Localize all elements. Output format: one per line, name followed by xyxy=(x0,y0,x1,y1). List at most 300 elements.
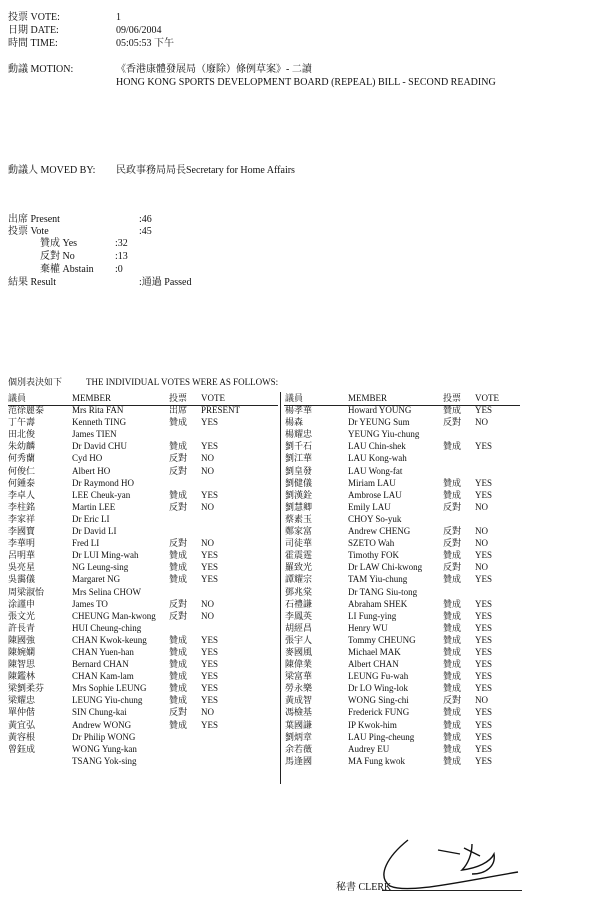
vote-en: YES xyxy=(475,659,493,670)
abstain-label: 棄權 Abstain xyxy=(40,264,94,275)
vote-zh: 贊成 xyxy=(169,659,188,670)
member-name-en: HUI Cheung-ching xyxy=(72,622,142,633)
member-name-zh: 司徒華 xyxy=(285,538,313,549)
vote-en: YES xyxy=(475,574,493,585)
vote-zh: 反對 xyxy=(443,501,462,512)
table-row xyxy=(8,538,278,550)
vote-en: YES xyxy=(475,441,493,452)
member-name-zh: 陳鑑林 xyxy=(8,671,36,682)
result-value: :通過 Passed xyxy=(139,277,192,288)
vote-zh: 贊成 xyxy=(443,683,462,694)
member-name-zh: 黃成智 xyxy=(285,695,313,706)
member-name-zh: 陳智思 xyxy=(8,659,36,670)
abstain-value: :0 xyxy=(115,264,123,275)
member-name-en: LAU Chin-shek xyxy=(348,441,406,452)
member-name-zh: 朱幼麟 xyxy=(8,441,36,452)
member-name-en: WONG Yung-kan xyxy=(72,743,137,754)
vote-en: YES xyxy=(475,477,493,488)
motion-title-zh: 《香港康體發展局（廢除）條例草案》- 二讀 xyxy=(116,64,312,75)
member-name-zh: 田北俊 xyxy=(8,429,36,440)
vote-zh: 贊成 xyxy=(169,695,188,706)
column-divider xyxy=(280,392,281,784)
table-row xyxy=(285,683,521,695)
member-name-zh: 呂明華 xyxy=(8,550,36,561)
vote-en: YES xyxy=(475,743,493,754)
vote-en: YES xyxy=(475,731,493,742)
vote-zh: 反對 xyxy=(169,707,188,718)
member-name-zh: 勞永樂 xyxy=(285,683,313,694)
table-row xyxy=(8,526,278,538)
member-name-en: Dr LO Wing-lok xyxy=(348,683,408,694)
member-name-en: CHAN Kwok-keung xyxy=(72,634,147,645)
member-name-zh: 劉慧卿 xyxy=(285,501,313,512)
member-name-en: Audrey EU xyxy=(348,743,390,754)
member-name-en: Dr David CHU xyxy=(72,441,127,452)
member-name-en: NG Leung-sing xyxy=(72,562,129,573)
member-name-en: IP Kwok-him xyxy=(348,719,397,730)
member-name-en: Margaret NG xyxy=(72,574,121,585)
table-row xyxy=(8,405,278,417)
vote-en: NO xyxy=(475,417,488,428)
table-row xyxy=(285,429,521,441)
vote-en: YES xyxy=(201,417,219,428)
vote-number-label: 投票 VOTE: xyxy=(8,12,60,23)
table-row xyxy=(285,744,521,756)
vote-en: YES xyxy=(201,671,219,682)
motion-title-en: HONG KONG SPORTS DEVELOPMENT BOARD (REPEAL) BILL - SECOND READING xyxy=(116,77,496,88)
vote-zh-header: 投票 xyxy=(443,393,462,403)
member-name-en: LI Fung-ying xyxy=(348,610,397,621)
vote-zh: 贊成 xyxy=(443,707,462,718)
vote-zh: 贊成 xyxy=(169,562,188,573)
vote-zh: 贊成 xyxy=(443,659,462,670)
member-name-zh: 楊孝華 xyxy=(285,405,313,416)
table-row xyxy=(8,623,278,635)
member-name-en: YEUNG Yiu-chung xyxy=(348,429,420,440)
member-name-zh: 何俊仁 xyxy=(8,465,36,476)
table-row xyxy=(285,405,521,417)
right-table-header xyxy=(285,393,521,405)
member-name-zh: 周梁淑怡 xyxy=(8,586,45,597)
table-row xyxy=(285,574,521,586)
table-row xyxy=(8,478,278,490)
member-name-en: Emily LAU xyxy=(348,501,391,512)
table-row xyxy=(8,599,278,611)
member-name-en: Henry WU xyxy=(348,622,388,633)
vote-en: NO xyxy=(475,538,488,549)
left-votes-table xyxy=(8,393,278,768)
table-row xyxy=(285,502,521,514)
member-name-en: Miriam LAU xyxy=(348,477,396,488)
table-row xyxy=(285,635,521,647)
vote-zh: 反對 xyxy=(443,562,462,573)
vote-en: YES xyxy=(201,441,219,452)
vote-zh: 反對 xyxy=(169,538,188,549)
table-row xyxy=(285,587,521,599)
member-name-zh: 劉皇發 xyxy=(285,465,313,476)
member-name-en: Albert HO xyxy=(72,465,111,476)
table-row xyxy=(8,466,278,478)
vote-zh: 贊成 xyxy=(169,441,188,452)
member-name-zh: 李華明 xyxy=(8,538,36,549)
member-name-zh: 黃宜弘 xyxy=(8,719,36,730)
vote-zh: 贊成 xyxy=(443,550,462,561)
right-table-body xyxy=(285,405,521,768)
present-label: 出席 Present xyxy=(8,214,60,225)
member-name-zh: 梁耀忠 xyxy=(8,695,36,706)
member-name-en: Dr TANG Siu-tong xyxy=(348,586,418,597)
member-name-zh: 楊耀忠 xyxy=(285,429,313,440)
member-name-en: Albert CHAN xyxy=(348,659,399,670)
vote-en: YES xyxy=(201,659,219,670)
vote-zh: 贊成 xyxy=(443,743,462,754)
member-name-zh: 楊森 xyxy=(285,417,304,428)
vote-zh: 贊成 xyxy=(443,489,462,500)
time-value: 05:05:53 下午 xyxy=(116,38,175,49)
vote-zh: 贊成 xyxy=(443,574,462,585)
member-name-zh: 黃容根 xyxy=(8,731,36,742)
vote-zh: 贊成 xyxy=(443,405,462,416)
member-name-en: Tommy CHEUNG xyxy=(348,634,416,645)
member-name-zh: 劉漢銓 xyxy=(285,489,313,500)
member-name-en: Dr LUI Ming-wah xyxy=(72,550,139,561)
member-name-en: Bernard CHAN xyxy=(72,659,129,670)
member-name-zh: 吳靄儀 xyxy=(8,574,36,585)
member-zh-header: 議員 xyxy=(285,393,304,403)
member-name-zh: 何秀蘭 xyxy=(8,453,36,464)
table-row xyxy=(8,756,278,768)
member-en-header: MEMBER xyxy=(348,393,388,403)
vote-zh: 贊成 xyxy=(169,671,188,682)
vote-zh: 反對 xyxy=(443,695,462,706)
table-row xyxy=(8,683,278,695)
table-row xyxy=(8,732,278,744)
member-name-zh: 葉國謙 xyxy=(285,719,313,730)
yes-label: 贊成 Yes xyxy=(40,238,78,249)
vote-zh: 反對 xyxy=(169,610,188,621)
table-row xyxy=(8,453,278,465)
vote-zh: 贊成 xyxy=(443,646,462,657)
member-name-zh: 鄭家富 xyxy=(285,526,313,537)
member-name-en: Dr David LI xyxy=(72,526,117,537)
vote-en: NO xyxy=(201,501,214,512)
no-label: 反對 No xyxy=(40,251,75,262)
member-name-zh: 馬逢國 xyxy=(285,755,313,766)
table-row xyxy=(285,732,521,744)
member-name-en: LEUNG Fu-wah xyxy=(348,671,409,682)
table-row xyxy=(285,478,521,490)
vote-zh: 贊成 xyxy=(169,683,188,694)
vote-zh: 贊成 xyxy=(169,489,188,500)
vote-en: PRESENT xyxy=(201,405,241,416)
vote-zh: 反對 xyxy=(169,598,188,609)
member-name-zh: 鄧兆棠 xyxy=(285,586,313,597)
table-row xyxy=(285,526,521,538)
table-row xyxy=(285,756,521,768)
member-name-en: SZETO Wah xyxy=(348,538,395,549)
member-name-zh: 麥國風 xyxy=(285,646,313,657)
member-name-en: Howard YOUNG xyxy=(348,405,412,416)
table-row xyxy=(8,490,278,502)
table-row xyxy=(285,550,521,562)
member-name-zh: 丁午壽 xyxy=(8,417,36,428)
table-row xyxy=(285,538,521,550)
member-name-zh: 李國寶 xyxy=(8,526,36,537)
member-name-en: Mrs Rita FAN xyxy=(72,405,124,416)
vote-en: YES xyxy=(475,489,493,500)
member-name-zh: 劉健儀 xyxy=(285,477,313,488)
vote-en: NO xyxy=(201,707,214,718)
member-name-en: LAU Wong-fat xyxy=(348,465,403,476)
member-name-en: CHAN Kam-lam xyxy=(72,671,134,682)
result-label: 結果 Result xyxy=(8,277,57,288)
table-row xyxy=(285,453,521,465)
vote-en: YES xyxy=(475,550,493,561)
member-name-zh: 劉千石 xyxy=(285,441,313,452)
right-votes-table xyxy=(285,393,521,768)
member-name-en: Andrew CHENG xyxy=(348,526,411,537)
date-label: 日期 DATE: xyxy=(8,25,59,36)
vote-en: YES xyxy=(475,610,493,621)
member-name-zh: 余若薇 xyxy=(285,743,313,754)
table-row xyxy=(285,659,521,671)
table-row xyxy=(8,671,278,683)
member-name-zh: 馮檢基 xyxy=(285,707,313,718)
member-name-zh: 羅致光 xyxy=(285,562,313,573)
member-name-en: Martin LEE xyxy=(72,501,116,512)
table-row xyxy=(8,514,278,526)
table-row xyxy=(285,562,521,574)
table-row xyxy=(285,671,521,683)
member-name-en: Dr Eric LI xyxy=(72,513,110,524)
table-row xyxy=(8,562,278,574)
date-value: 09/06/2004 xyxy=(116,25,162,36)
member-name-zh: 石禮謙 xyxy=(285,598,313,609)
member-name-en: Ambrose LAU xyxy=(348,489,402,500)
member-name-en: CHEUNG Man-kwong xyxy=(72,610,156,621)
member-name-en: Michael MAK xyxy=(348,646,401,657)
moved-by-value: 民政事務局局長Secretary for Home Affairs xyxy=(116,165,295,176)
table-row xyxy=(8,744,278,756)
vote-en: YES xyxy=(201,695,219,706)
vote-zh: 反對 xyxy=(169,465,188,476)
table-row xyxy=(8,659,278,671)
member-name-zh: 張宇人 xyxy=(285,634,313,645)
vote-en: NO xyxy=(201,538,214,549)
vote-en: YES xyxy=(475,634,493,645)
vote-zh: 反對 xyxy=(443,538,462,549)
member-name-zh: 單仲偕 xyxy=(8,707,36,718)
member-name-zh: 曾鈺成 xyxy=(8,743,36,754)
vote-en: YES xyxy=(475,598,493,609)
vote-en: YES xyxy=(201,683,219,694)
vote-zh: 贊成 xyxy=(443,622,462,633)
member-name-en: LEE Cheuk-yan xyxy=(72,489,131,500)
vote-zh: 贊成 xyxy=(169,574,188,585)
vote-en: YES xyxy=(201,489,219,500)
member-name-en: Mrs Selina CHOW xyxy=(72,586,141,597)
vote-en: NO xyxy=(201,465,214,476)
table-row xyxy=(8,635,278,647)
member-name-zh: 何鍾泰 xyxy=(8,477,36,488)
member-name-en: Dr LAW Chi-kwong xyxy=(348,562,423,573)
table-row xyxy=(285,417,521,429)
member-name-zh: 范徐麗泰 xyxy=(8,405,45,416)
member-name-zh: 陳婉嫻 xyxy=(8,646,36,657)
vote-en: YES xyxy=(475,622,493,633)
member-name-en: Dr Philip WONG xyxy=(72,731,136,742)
vote-zh: 贊成 xyxy=(169,417,188,428)
member-name-zh: 李柱銘 xyxy=(8,501,36,512)
vote-zh: 贊成 xyxy=(443,610,462,621)
vote-zh: 贊成 xyxy=(169,550,188,561)
vote-zh: 贊成 xyxy=(169,634,188,645)
vote-zh: 贊成 xyxy=(443,441,462,452)
table-row xyxy=(285,514,521,526)
vote-en: NO xyxy=(201,598,214,609)
member-name-en: Dr Raymond HO xyxy=(72,477,134,488)
member-en-header: MEMBER xyxy=(72,393,112,403)
vote-en: YES xyxy=(475,755,493,766)
clerk-label: 秘書 CLERK xyxy=(336,882,392,893)
member-name-en: LAU Ping-cheung xyxy=(348,731,415,742)
member-zh-header: 議員 xyxy=(8,393,27,403)
member-name-zh: 張文光 xyxy=(8,610,36,621)
vote-en: YES xyxy=(201,574,219,585)
member-name-en: LAU Kong-wah xyxy=(348,453,407,464)
vote-en: YES xyxy=(201,550,219,561)
member-name-zh: 陳偉業 xyxy=(285,659,313,670)
vote-en: YES xyxy=(201,562,219,573)
individual-votes-title-en: THE INDIVIDUAL VOTES WERE AS FOLLOWS: xyxy=(86,377,279,387)
vote-en: YES xyxy=(201,634,219,645)
table-row xyxy=(8,720,278,732)
table-row xyxy=(285,441,521,453)
table-row xyxy=(8,574,278,586)
vote-en: YES xyxy=(475,719,493,730)
table-row xyxy=(285,599,521,611)
vote-count-value: :45 xyxy=(139,226,152,237)
table-row xyxy=(285,647,521,659)
member-name-zh: 胡經昌 xyxy=(285,622,313,633)
individual-votes-title-zh: 個別表決如下 xyxy=(8,377,63,387)
member-name-en: CHAN Yuen-han xyxy=(72,646,134,657)
member-name-zh: 李卓人 xyxy=(8,489,36,500)
table-row xyxy=(8,647,278,659)
vote-zh: 贊成 xyxy=(443,731,462,742)
moved-by-label: 動議人 MOVED BY: xyxy=(8,165,96,176)
vote-zh: 贊成 xyxy=(443,598,462,609)
vote-en-header: VOTE xyxy=(201,393,225,403)
vote-en: YES xyxy=(475,405,493,416)
member-name-en: James TO xyxy=(72,598,108,609)
yes-value: :32 xyxy=(115,238,128,249)
table-row xyxy=(285,695,521,707)
table-row xyxy=(8,417,278,429)
table-row xyxy=(285,611,521,623)
member-name-zh: 李鳳英 xyxy=(285,610,313,621)
member-name-zh: 吳亮星 xyxy=(8,562,36,573)
left-table-header xyxy=(8,393,278,405)
vote-zh: 贊成 xyxy=(443,477,462,488)
member-name-zh: 涂謹申 xyxy=(8,598,36,609)
table-row xyxy=(8,550,278,562)
vote-en: YES xyxy=(201,719,219,730)
signature-line xyxy=(382,890,522,891)
member-name-en: LEUNG Yiu-chung xyxy=(72,695,143,706)
present-value: :46 xyxy=(139,214,152,225)
vote-zh-header: 投票 xyxy=(169,393,188,403)
vote-en: NO xyxy=(201,453,214,464)
left-table-body xyxy=(8,405,278,768)
member-name-zh: 譚耀宗 xyxy=(285,574,313,585)
member-name-zh: 劉炳章 xyxy=(285,731,313,742)
vote-zh: 反對 xyxy=(443,417,462,428)
time-label: 時間 TIME: xyxy=(8,38,58,49)
member-name-en: Fred LI xyxy=(72,538,100,549)
vote-en: NO xyxy=(475,501,488,512)
member-name-en: TAM Yiu-chung xyxy=(348,574,408,585)
vote-count-label: 投票 Vote xyxy=(8,226,49,237)
table-row xyxy=(285,623,521,635)
member-name-zh: 劉江華 xyxy=(285,453,313,464)
vote-zh: 贊成 xyxy=(169,719,188,730)
clerk-signature xyxy=(368,828,538,898)
vote-en: YES xyxy=(475,671,493,682)
member-name-en: SIN Chung-kai xyxy=(72,707,127,718)
member-name-zh: 許長青 xyxy=(8,622,36,633)
member-name-zh: 梁劉柔芬 xyxy=(8,683,45,694)
table-row xyxy=(285,720,521,732)
vote-zh: 贊成 xyxy=(169,646,188,657)
vote-en: YES xyxy=(475,683,493,694)
table-row xyxy=(285,490,521,502)
table-row xyxy=(285,466,521,478)
vote-en: NO xyxy=(475,562,488,573)
vote-zh: 反對 xyxy=(443,526,462,537)
vote-zh: 出席 xyxy=(169,405,188,416)
member-name-en: Abraham SHEK xyxy=(348,598,408,609)
vote-zh: 贊成 xyxy=(443,671,462,682)
member-name-en: Dr YEUNG Sum xyxy=(348,417,410,428)
vote-en: NO xyxy=(475,526,488,537)
no-value: :13 xyxy=(115,251,128,262)
member-name-zh: 梁富華 xyxy=(285,671,313,682)
table-row xyxy=(8,707,278,719)
table-row xyxy=(8,502,278,514)
vote-number-value: 1 xyxy=(116,12,121,23)
vote-en: NO xyxy=(475,695,488,706)
vote-zh: 贊成 xyxy=(443,719,462,730)
table-row xyxy=(8,611,278,623)
member-name-en: James TIEN xyxy=(72,429,117,440)
member-name-en: TSANG Yok-sing xyxy=(72,755,137,766)
member-name-zh: 李家祥 xyxy=(8,513,36,524)
member-name-en: CHOY So-yuk xyxy=(348,513,402,524)
member-name-zh: 蔡素玉 xyxy=(285,513,313,524)
member-name-en: Frederick FUNG xyxy=(348,707,410,718)
vote-en-header: VOTE xyxy=(475,393,499,403)
vote-en: NO xyxy=(201,610,214,621)
vote-en: YES xyxy=(475,707,493,718)
member-name-en: MA Fung kwok xyxy=(348,755,406,766)
vote-zh: 反對 xyxy=(169,453,188,464)
motion-label: 動議 MOTION: xyxy=(8,64,74,75)
member-name-zh: 陳國強 xyxy=(8,634,36,645)
vote-zh: 贊成 xyxy=(443,634,462,645)
member-name-en: Timothy FOK xyxy=(348,550,399,561)
table-row xyxy=(8,695,278,707)
